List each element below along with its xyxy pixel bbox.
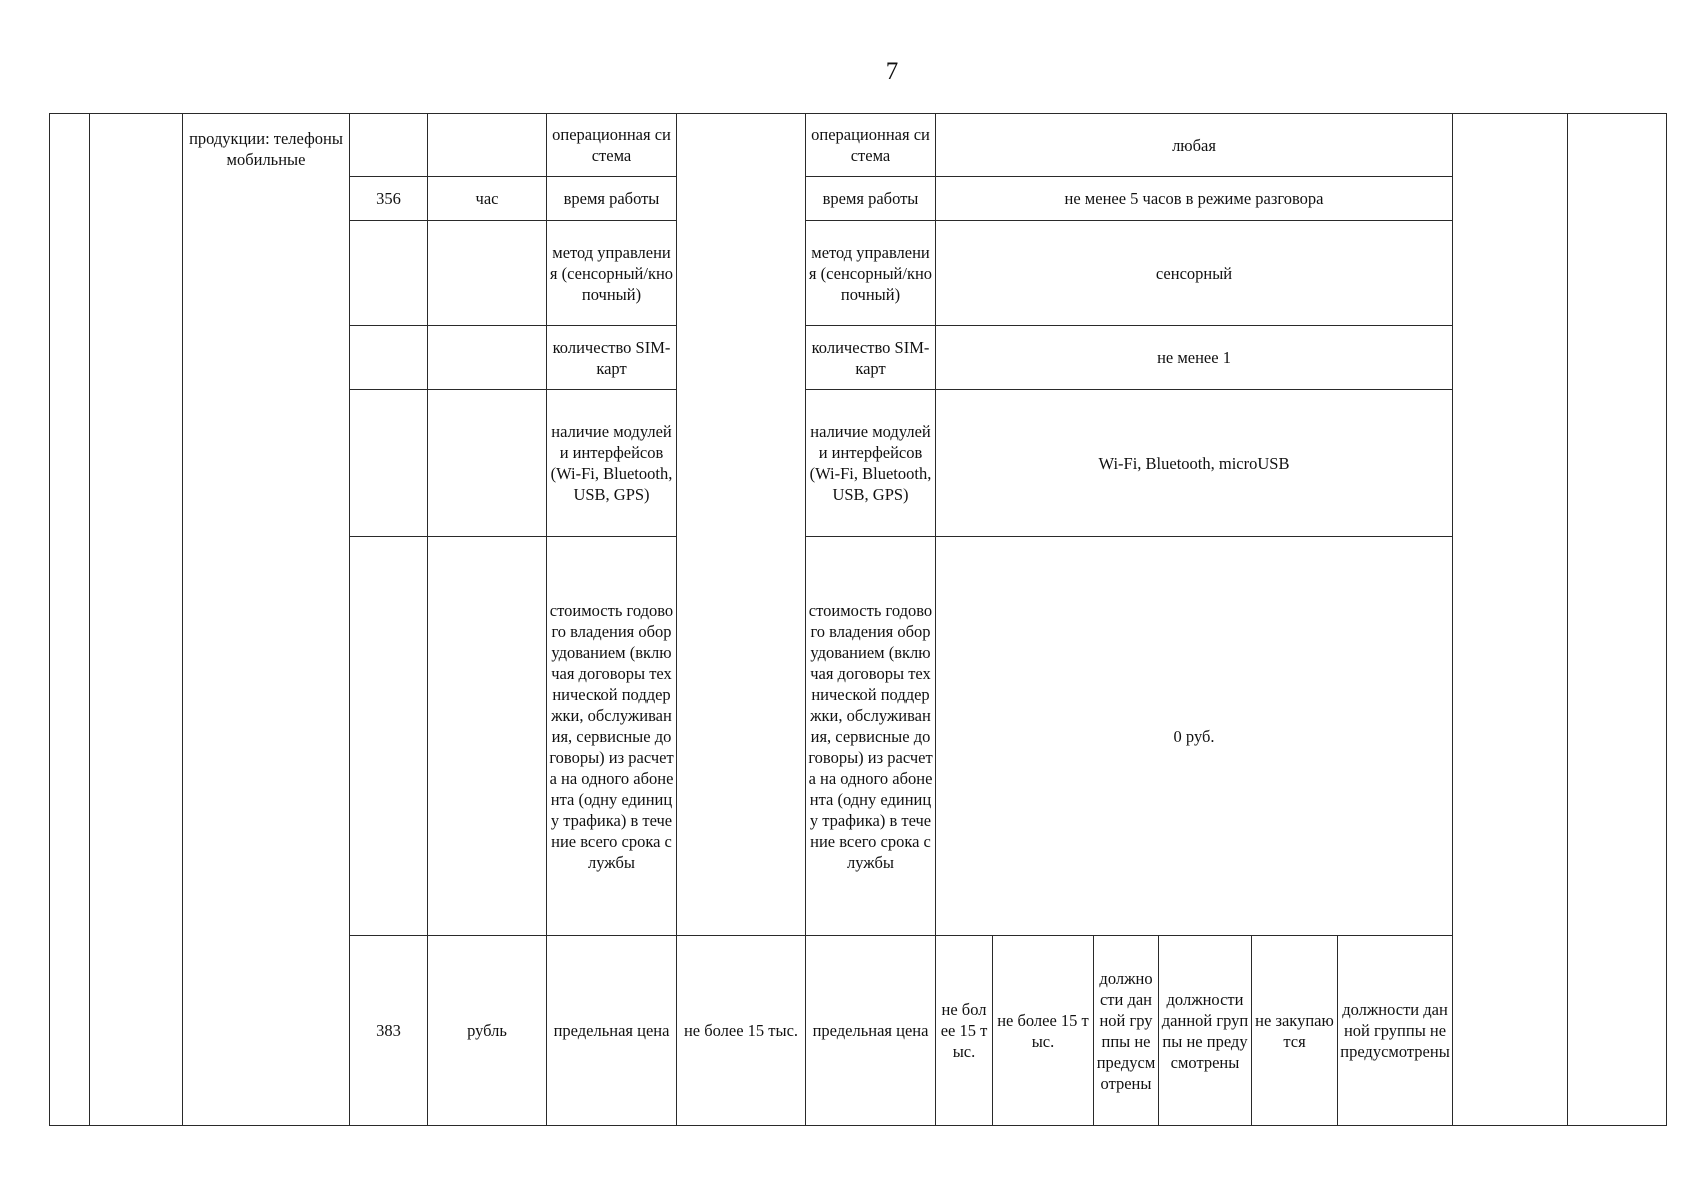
- blank-column-cell: [90, 114, 183, 1126]
- characteristic-cell: предельная цена: [547, 936, 677, 1126]
- code-cell: [350, 221, 428, 326]
- specification-table: [49, 113, 1667, 1126]
- code-cell: 383: [350, 936, 428, 1126]
- characteristic-cell: стоимость годового владения оборудованием (включая договоры технической поддержки, обслуживания, сервисные договоры) из расчета на одного абонента (одну единицу трафика) в течение всего срока службы: [806, 537, 936, 936]
- blank-column-cell: [1568, 114, 1667, 1126]
- characteristic-cell: операционная система: [806, 114, 936, 177]
- characteristic-cell: операционная система: [547, 114, 677, 177]
- value-cell: 0 руб.: [936, 537, 1453, 936]
- code-cell: [350, 114, 428, 177]
- value-cell: Wi-Fi, Bluetooth, microUSB: [936, 390, 1453, 537]
- group-value-cell: должности данной группы не предусмотрены: [1094, 936, 1159, 1126]
- base-value-cell: не более 15 тыс.: [677, 936, 806, 1126]
- value-cell: любая: [936, 114, 1453, 177]
- characteristic-cell: время работы: [806, 177, 936, 221]
- unit-cell: час: [428, 177, 547, 221]
- group-value-cell: не закупаются: [1252, 936, 1338, 1126]
- code-cell: 356: [350, 177, 428, 221]
- value-cell: не менее 1: [936, 326, 1453, 390]
- group-value-cell: должности данной группы не предусмотрены: [1159, 936, 1252, 1126]
- value-cell: не менее 5 часов в режиме разговора: [936, 177, 1453, 221]
- page-number: 7: [885, 58, 899, 85]
- characteristic-cell: время работы: [547, 177, 677, 221]
- characteristic-cell: метод управления (сенсорный/кнопочный): [806, 221, 936, 326]
- blank-column-cell: [1453, 114, 1568, 1126]
- code-cell: [350, 537, 428, 936]
- code-cell: [350, 390, 428, 537]
- code-cell: [350, 326, 428, 390]
- group-value-cell: должности данной группы не предусмотрены: [1338, 936, 1453, 1126]
- table-row: [50, 114, 1667, 177]
- unit-cell: рубль: [428, 936, 547, 1126]
- unit-cell: [428, 537, 547, 936]
- characteristic-cell: предельная цена: [806, 936, 936, 1126]
- unit-cell: [428, 221, 547, 326]
- unit-cell: [428, 114, 547, 177]
- group-value-cell: не более 15 тыс.: [993, 936, 1094, 1126]
- unit-cell: [428, 390, 547, 537]
- characteristic-cell: наличие модулей и интерфейсов (Wi-Fi, Bluetooth, USB, GPS): [806, 390, 936, 537]
- characteristic-cell: стоимость годового владения оборудованием (включая договоры технической поддержки, обслуживания, сервисные договоры) из расчета на одного абонента (одну единицу трафика) в течение всего срока службы: [547, 537, 677, 936]
- blank-column-cell: [50, 114, 90, 1126]
- group-value-cell: не более 15 тыс.: [936, 936, 993, 1126]
- product-label-cell: продукции: телефоны мобильные: [183, 114, 350, 1126]
- unit-cell: [428, 326, 547, 390]
- characteristic-cell: количество SIM-карт: [547, 326, 677, 390]
- value-cell: сенсорный: [936, 221, 1453, 326]
- blank-value-cell: [677, 114, 806, 936]
- characteristic-cell: метод управления (сенсорный/кнопочный): [547, 221, 677, 326]
- characteristic-cell: наличие модулей и интерфейсов (Wi-Fi, Bluetooth, USB, GPS): [547, 390, 677, 537]
- characteristic-cell: количество SIM-карт: [806, 326, 936, 390]
